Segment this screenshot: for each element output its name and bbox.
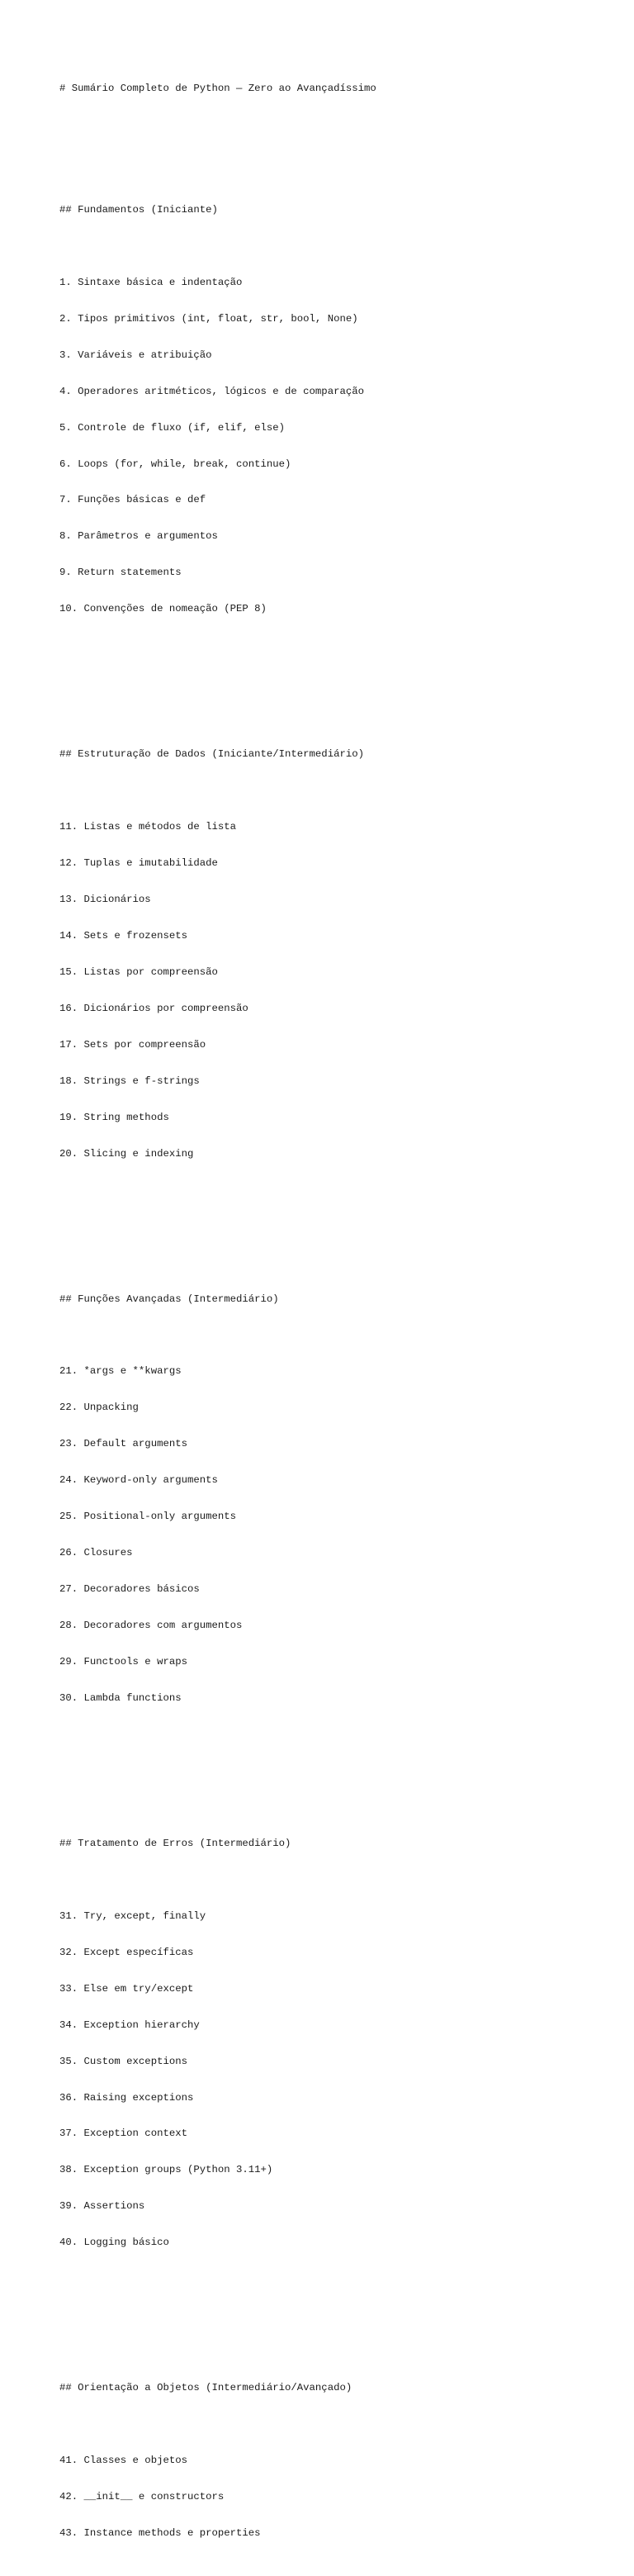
blank-line [59, 1184, 621, 1197]
list-item: 29. Functools e wraps [59, 1656, 187, 1668]
list-item: 28. Decoradores com argumentos [59, 1620, 243, 1632]
section-heading: ## Orientação a Objetos (Intermediário/Avançado) [59, 2382, 352, 2394]
list-item: 24. Keyword-only arguments [59, 1474, 218, 1487]
document-page [59, 59, 621, 2576]
list-item: 16. Dicionários por compreensão [59, 1002, 248, 1014]
list-item: 18. Strings e f-strings [59, 1075, 200, 1087]
list-item: 32. Except específicas [59, 1946, 194, 1958]
blank-line [59, 2418, 621, 2431]
list-item: 31. Try, except, finally [59, 1909, 206, 1922]
section-fundamentos [59, 180, 621, 676]
section-estruturacao-de-dados [59, 724, 621, 1221]
list-item: 21. *args e **kwargs [59, 1365, 182, 1378]
section-heading: ## Tratamento de Erros (Intermediário) [59, 1837, 291, 1849]
list-item: 10. Convenções de nomeação (PEP 8) [59, 603, 267, 615]
document-title: # Sumário Completo de Python — Zero ao Avançadíssimo [59, 83, 376, 95]
list-item: 15. Listas por compreensão [59, 965, 218, 978]
list-item: 6. Loops (for, while, break, continue) [59, 458, 291, 470]
blank-line [59, 1874, 621, 1886]
section-orientacao-a-objetos [59, 2358, 621, 2564]
list-item: 40. Logging básico [59, 2237, 169, 2249]
list-item: 3. Variáveis e atribuição [59, 349, 212, 361]
list-item: 20. Slicing e indexing [59, 1147, 194, 1160]
list-item: 13. Dicionários [59, 893, 151, 905]
list-item: 14. Sets e frozensets [59, 929, 187, 942]
list-item: 22. Unpacking [59, 1402, 139, 1414]
list-item: 38. Exception groups (Python 3.11+) [59, 2164, 273, 2176]
list-item: 25. Positional-only arguments [59, 1511, 237, 1523]
list-item: 4. Operadores aritméticos, lógicos e de comparação [59, 385, 364, 397]
blank-line [59, 119, 621, 131]
section-funcoes-avancadas [59, 1269, 621, 1765]
list-item: 41. Classes e objetos [59, 2455, 187, 2467]
list-item: 34. Exception hierarchy [59, 2019, 200, 2031]
blank-line [59, 639, 621, 652]
blank-line [59, 1729, 621, 1741]
list-item: 19. String methods [59, 1111, 169, 1123]
blank-line [59, 2273, 621, 2285]
blank-line [59, 785, 621, 797]
list-item: 43. Instance methods e properties [59, 2526, 261, 2539]
list-item: 17. Sets por compreensão [59, 1038, 206, 1051]
section-tratamento-de-erros [59, 1814, 621, 2310]
list-item: 30. Lambda functions [59, 1691, 182, 1704]
section-heading: ## Estruturação de Dados (Iniciante/Intermediário) [59, 748, 364, 761]
list-item: 35. Custom exceptions [59, 2055, 187, 2067]
list-item: 27. Decoradores básicos [59, 1583, 200, 1596]
blank-line [59, 240, 621, 253]
list-item: 9. Return statements [59, 567, 182, 579]
list-item: 5. Controle de fluxo (if, elif, else) [59, 421, 286, 434]
list-item: 1. Sintaxe básica e indentação [59, 276, 243, 288]
list-item: 39. Assertions [59, 2200, 145, 2213]
blank-line [59, 1329, 621, 1341]
list-item: 8. Parâmetros e argumentos [59, 530, 218, 543]
list-item: 2. Tipos primitivos (int, float, str, bool, None) [59, 312, 358, 325]
list-item: 23. Default arguments [59, 1438, 187, 1450]
list-item: 11. Listas e métodos de lista [59, 821, 237, 833]
list-item: 42. __init__ e constructors [59, 2491, 225, 2503]
list-item: 7. Funções básicas e def [59, 494, 206, 506]
section-heading: ## Funções Avançadas (Intermediário) [59, 1293, 279, 1305]
section-heading: ## Fundamentos (Iniciante) [59, 203, 218, 216]
list-item: 12. Tuplas e imutabilidade [59, 857, 218, 870]
list-item: 33. Else em try/except [59, 1982, 194, 1995]
list-item: 36. Raising exceptions [59, 2091, 194, 2104]
list-item: 26. Closures [59, 1547, 133, 1559]
list-item: 37. Exception context [59, 2128, 187, 2140]
